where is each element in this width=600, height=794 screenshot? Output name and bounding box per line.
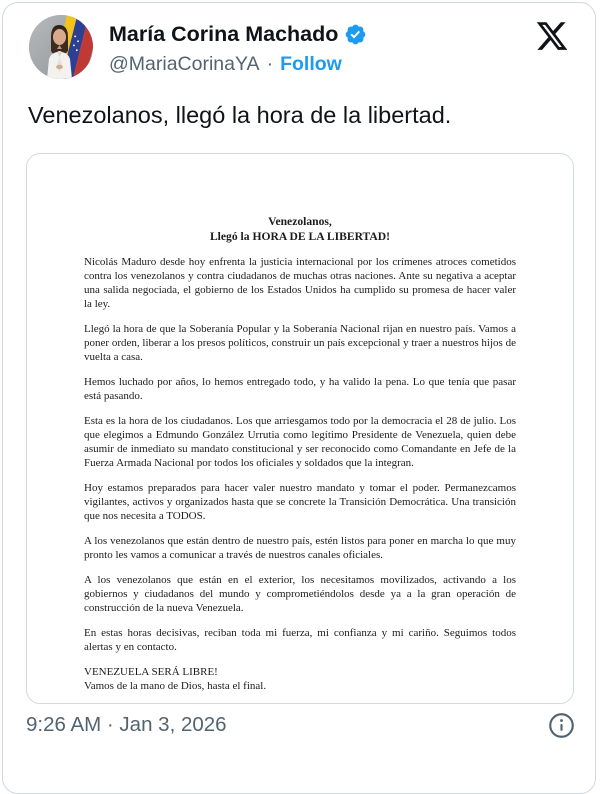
- letter-paragraph: A los venezolanos que están en el exterior, los necesitamos movilizados, activando a los gobiernos y ciudadanos del mundo y comprometiéndolos desde ya a la gran operación de construcción de la nueva Venezuela.: [84, 574, 516, 614]
- verified-badge-icon: [344, 23, 367, 46]
- letter-paragraph: Llegó la hora de que la Soberanía Popular y la Soberanía Nacional rijan en nuestro país. Vamos a poner orden, liberar a los presos políticos, construir un país excepcional y traer a nuestros hijos de vuelta a casa.: [84, 323, 516, 363]
- author-name-row[interactable]: [109, 20, 367, 48]
- letter-paragraph: Hoy estamos preparados para hacer valer nuestro mandato y tomar el poder. Permanezcamos vigilantes, activos y organizados hasta que se concrete la Transición Democrática. Una transición que nos necesita a TODOS.: [84, 482, 516, 522]
- embedded-tweet-card: [2, 2, 596, 794]
- avatar[interactable]: [29, 15, 93, 79]
- letter-paragraph: Nicolás Maduro desde hoy enfrenta la justicia internacional por los crímenes atroces cometidos contra los venezolanos y contra ciudadanos de muchas otras naciones. Ante su negativa a aceptar una salida negociada, el gobierno de los Estados Unidos ha cumplido su promesa de hacer valer la ley.: [84, 256, 516, 310]
- letter-title-line1: Venezolanos,: [268, 215, 332, 228]
- letter-paragraph: A los venezolanos que están dentro de nuestro país, estén listos para poner en marcha lo que muy pronto les vamos a comunicar a través de nuestros canales oficiales.: [84, 535, 516, 561]
- letter-closing: [84, 665, 516, 693]
- author-display-name: María Corina Machado: [109, 22, 339, 46]
- letter-title-line2: Llegó la HORA DE LA LIBERTAD!: [209, 230, 391, 243]
- tweet-media-letter-image[interactable]: [26, 153, 574, 704]
- letter-paragraphs: [84, 255, 516, 654]
- follow-button[interactable]: Follow: [280, 53, 342, 75]
- tweet-text: Venezolanos, llegó la hora de la libertad.: [28, 102, 452, 128]
- letter-paragraph: Esta es la hora de los ciudadanos. Los que arriesgamos todo por la democracia el 28 de julio. Los que elegimos a Edmundo González Urrutia como legítimo Presidente de Venezuela, quien debe asumir de inmediato su mandato constitucional y ser reconocido como Comandante en Jefe de la Fuerza Armada Nacional por todos los oficiales y soldados que la integran.: [84, 415, 516, 469]
- author-subline: [109, 51, 367, 77]
- profile-photo: [29, 15, 93, 79]
- subline-separator: ·: [266, 53, 274, 75]
- tweet-footer: [26, 711, 575, 739]
- letter-body: [27, 154, 573, 693]
- info-circle-icon[interactable]: [548, 712, 575, 739]
- x-logo-icon[interactable]: [535, 19, 569, 53]
- author-handle[interactable]: @MariaCorinaYA: [109, 53, 260, 75]
- letter-paragraph: Hemos luchado por años, lo hemos entregado todo, y ha valido la pena. Lo que tenía que pasar está pasando.: [84, 376, 516, 402]
- letter-paragraph: En estas horas decisivas, reciban toda mi fuerza, mi confianza y mi cariño. Seguimos todos alertas y en contacto.: [84, 627, 516, 653]
- letter-title: [84, 214, 516, 244]
- timestamp[interactable]: 9:26 AM · Jan 3, 2026: [26, 713, 227, 736]
- letter-closing-line2: Vamos de la mano de Dios, hasta el final.: [84, 680, 267, 692]
- author-block: [109, 20, 367, 77]
- letter-closing-line1: VENEZUELA SERÁ LIBRE!: [84, 666, 218, 678]
